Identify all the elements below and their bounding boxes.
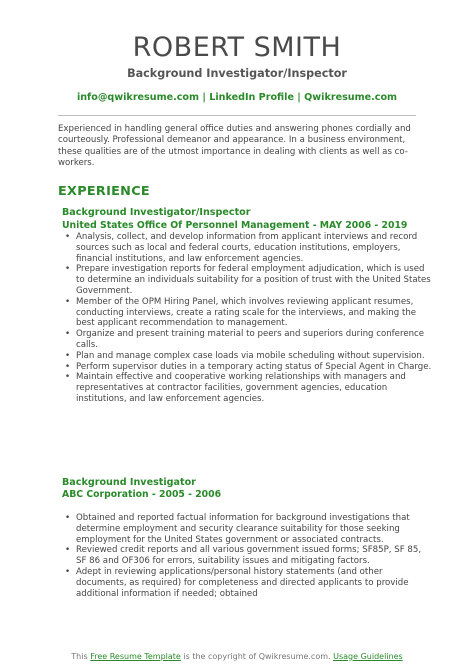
list-item: • Reviewed credit reports and all various government issued forms; SF85P, SF 85, SF 86 and OF306 for errors, suitability issues and mitigating factors.	[76, 545, 432, 567]
list-item: • Maintain effective and cooperative working relationships with managers and representatives at contractor facilities, government agencies, education institutions, and law enforcement agencies.	[76, 372, 432, 404]
header-divider	[58, 115, 416, 116]
list-item: • Plan and manage complex case loads via mobile scheduling without supervision.	[76, 351, 432, 362]
contact-separator: |	[202, 92, 206, 103]
list-item: • Analysis, collect, and develop information from applicant interviews and record sources such as local and federal courts, education institutions, employers, financial institutions, and law enforcement agencies.	[76, 232, 432, 264]
usage-guidelines-link[interactable]: Usage Guidelines	[333, 652, 403, 661]
contact-separator: |	[297, 92, 301, 103]
list-item: • Perform supervisor duties in a temporary acting status of Special Agent in Charge.	[76, 362, 432, 373]
list-item: • Adept in reviewing applications/personal history statements (and other documents, as required) for completeness and directed applicants to provide additional information if needed; obtained	[76, 567, 432, 599]
summary-paragraph: Experienced in handling general office duties and answering phones cordially and courteously. Professional demeanor and appearance. In a business environment, these qualities are of the utmost importance in dealing with clients as well as co-workers.	[58, 124, 411, 169]
experience-heading: EXPERIENCE	[58, 184, 150, 199]
email-link[interactable]: info@qwikresume.com	[76, 92, 200, 103]
list-item: • Member of the OPM Hiring Panel, which involves reviewing applicant resumes, conducting interviews, create a rating scale for the interviews, and making the best applicant recommendation to management.	[76, 297, 432, 329]
footer-middle: is the copyright of Qwikresume.com.	[183, 652, 331, 661]
job-title: Background Investigator/Inspector	[62, 207, 251, 218]
candidate-role: Background Investigator/Inspector	[127, 67, 347, 80]
job-bullets	[62, 513, 432, 599]
job-bullets	[62, 232, 432, 405]
job-company: ABC Corporation - 2005 - 2006	[62, 489, 222, 500]
linkedin-link[interactable]: LinkedIn Profile	[209, 92, 294, 103]
candidate-name: ROBERT SMITH	[132, 32, 342, 63]
list-item: • Prepare investigation reports for federal employment adjudication, which is used to determine an individuals suitability for a position of trust with the United States Government.	[76, 264, 432, 296]
contact-line	[0, 92, 474, 104]
list-item: • Obtained and reported factual information for background investigations that determine employment and security clearance suitability for those seeking employment for the United States government or associated contracts.	[76, 513, 432, 545]
footer-prefix: This	[71, 652, 88, 661]
free-resume-template-link[interactable]: Free Resume Template	[90, 652, 181, 661]
website-link[interactable]: Qwikresume.com	[304, 92, 398, 103]
footer-copyright	[0, 652, 474, 662]
list-item: • Organize and present training material to peers and superiors during conference calls.	[76, 329, 432, 351]
job-title: Background Investigator	[62, 477, 196, 488]
job-company: United States Office Of Personnel Management - MAY 2006 - 2019	[62, 220, 408, 231]
